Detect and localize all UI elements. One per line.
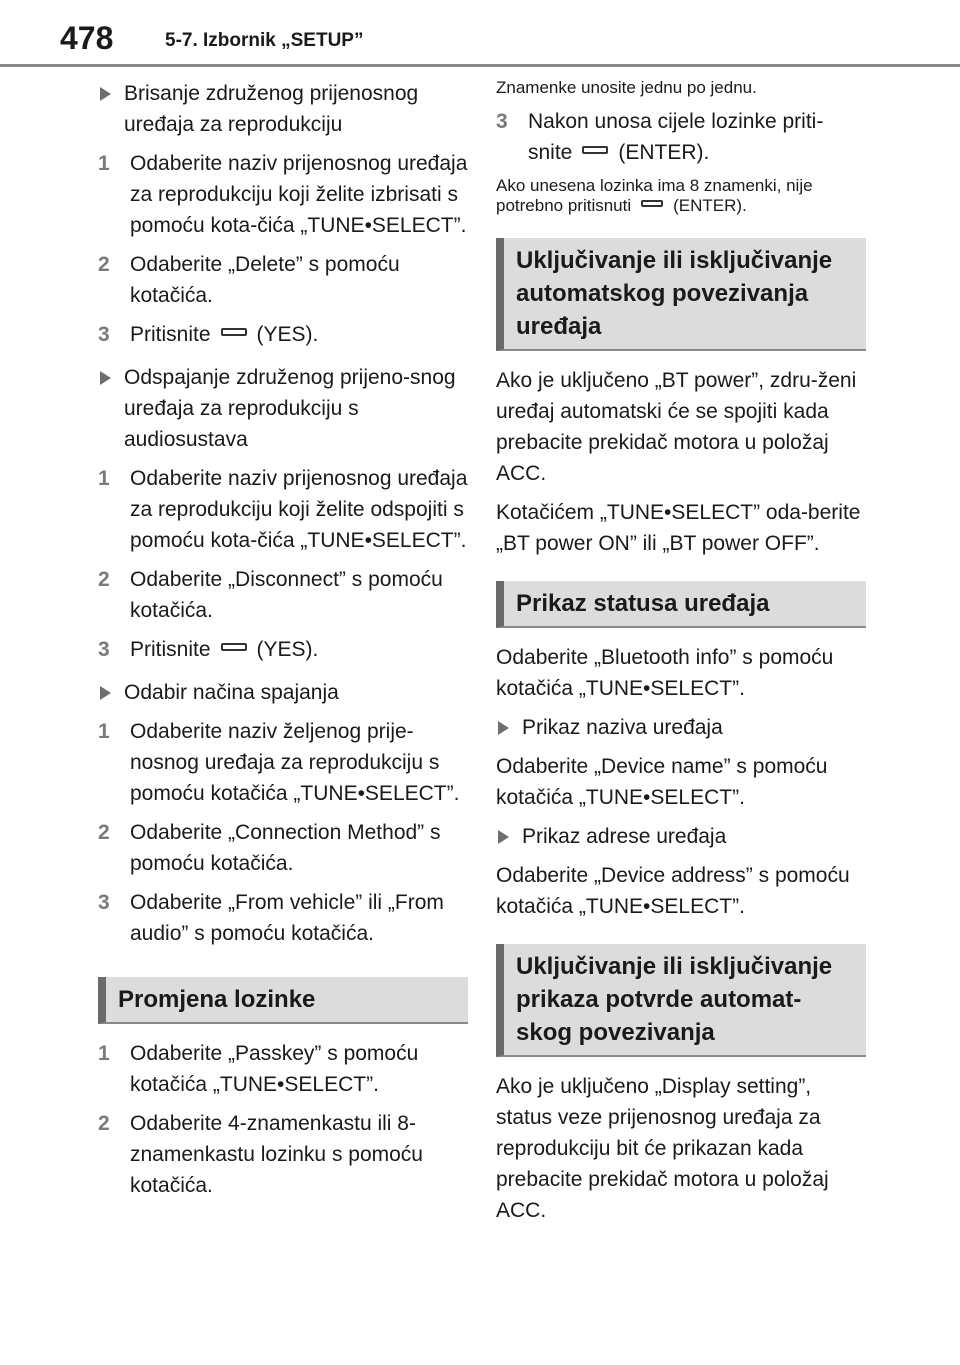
step-number: 2	[98, 253, 110, 276]
step: 2 Odaberite „Connection Method” s pomoću kotačića.	[98, 817, 468, 879]
triangle-bullet-icon	[100, 371, 111, 385]
paragraph: Kotačićem „TUNE•SELECT” oda-berite „BT power ON” ili „BT power OFF”.	[496, 501, 861, 555]
subheading-device-address: Prikaz adrese uređaja	[496, 821, 866, 852]
section-heading-passkey: Promjena lozinke	[98, 977, 468, 1024]
page-number: 478	[60, 20, 114, 56]
step-number: 1	[98, 720, 110, 743]
paragraph: Odaberite „Bluetooth info” s pomoću kotačića „TUNE•SELECT”.	[496, 646, 834, 700]
section-heading-confirm-display: Uključivanje ili isključivanje prikaza potvrde automat-skog povezivanja	[496, 944, 866, 1057]
step: 1 Odaberite naziv željenog prije-nosnog uređaja za reprodukciju s pomoću kotačića „TUNE•SELECT”.	[98, 716, 468, 809]
step-number: 2	[98, 568, 110, 591]
paragraph: Odaberite „Device address” s pomoću kotačića „TUNE•SELECT”.	[496, 864, 850, 918]
subheading-disconnect-device: Odspajanje združenog prijeno-snog uređaja za reprodukciju s audiosustava	[98, 362, 468, 455]
note-8-digits: Ako unesena lozinka ima 8 znamenki, nije potrebno pritisnuti (ENTER).	[496, 176, 813, 215]
paragraph: Ako je uključeno „BT power”, zdru-ženi uređaj automatski će se spojiti kada prebacite prekidač motora u položaj ACC.	[496, 369, 857, 485]
step-number: 1	[98, 152, 110, 175]
step: 1 Odaberite „Passkey” s pomoću kotačića „TUNE•SELECT”.	[98, 1038, 468, 1100]
triangle-bullet-icon	[100, 686, 111, 700]
step-number: 3	[98, 638, 110, 661]
chapter-title: 5-7. Izbornik „SETUP”	[165, 30, 364, 51]
button-icon	[221, 328, 247, 336]
paragraph: Ako je uključeno „Display setting”, status veze prijenosnog uređaja za reprodukciju bit će prikazan kada prebacite prekidač motora u položaj ACC.	[496, 1075, 829, 1222]
step-number: 1	[98, 1042, 110, 1065]
button-icon	[582, 146, 608, 154]
note-digits: Znamenke unosite jednu po jednu.	[496, 78, 757, 97]
button-icon	[641, 200, 663, 207]
step: 2 Odaberite 4-znamenkastu ili 8-znamenkastu lozinku s pomoću kotačića.	[98, 1108, 468, 1201]
button-icon	[221, 643, 247, 651]
header-rule	[0, 64, 960, 67]
triangle-bullet-icon	[100, 87, 111, 101]
step: 3 Odaberite „From vehicle” ili „From audio” s pomoću kotačića.	[98, 887, 468, 949]
step: 1 Odaberite naziv prijenosnog uređaja za reprodukciju koji želite izbrisati s pomoću kota-čića „TUNE•SELECT”.	[98, 148, 468, 241]
step: 3 Nakon unosa cijele lozinke priti-snite (ENTER).	[496, 106, 866, 168]
step-number: 3	[496, 110, 508, 133]
subheading-delete-device: Brisanje združenog prijenosnog uređaja za reprodukciju	[98, 78, 468, 140]
right-column	[496, 78, 866, 1234]
step-number: 2	[98, 1112, 110, 1135]
triangle-bullet-icon	[498, 721, 509, 735]
step-number: 1	[98, 467, 110, 490]
triangle-bullet-icon	[498, 830, 509, 844]
step: 2 Odaberite „Disconnect” s pomoću kotačića.	[98, 564, 468, 626]
left-column	[98, 78, 468, 1209]
step-number: 3	[98, 891, 110, 914]
section-heading-device-status: Prikaz statusa uređaja	[496, 581, 866, 628]
step: 3 Pritisnite (YES).	[98, 319, 468, 350]
subheading-connection-method: Odabir načina spajanja	[98, 677, 468, 708]
step: 3 Pritisnite (YES).	[98, 634, 468, 665]
subheading-device-name: Prikaz naziva uređaja	[496, 712, 866, 743]
paragraph: Odaberite „Device name” s pomoću kotačića „TUNE•SELECT”.	[496, 755, 828, 809]
page-header	[0, 0, 960, 70]
step-number: 3	[98, 323, 110, 346]
section-heading-auto-connect: Uključivanje ili isključivanje automatskog povezivanja uređaja	[496, 238, 866, 351]
step-number: 2	[98, 821, 110, 844]
step: 1 Odaberite naziv prijenosnog uređaja za reprodukciju koji želite odspojiti s pomoću kota-čića „TUNE•SELECT”.	[98, 463, 468, 556]
step: 2 Odaberite „Delete” s pomoću kotačića.	[98, 249, 468, 311]
